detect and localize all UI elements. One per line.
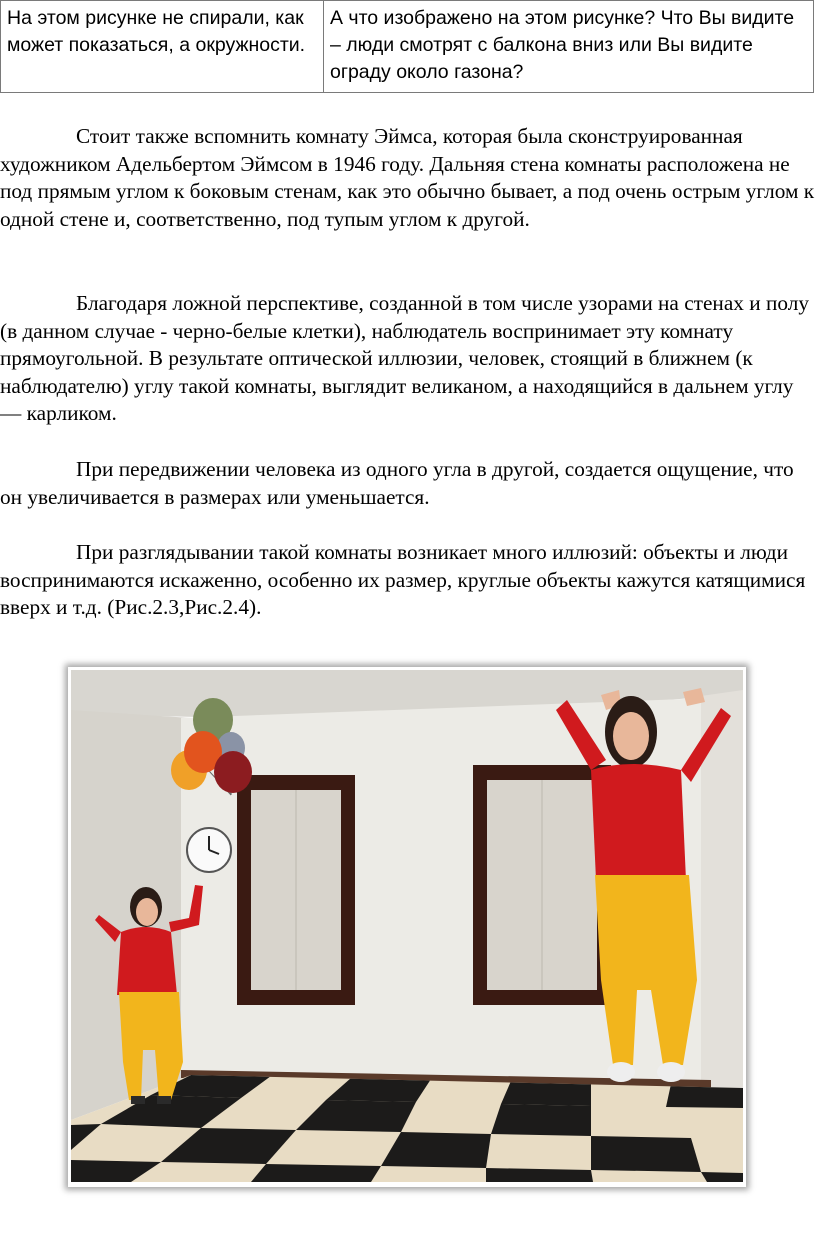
window-right (473, 765, 611, 1005)
paragraph-text: Благодаря ложной перспективе, созданной в том числе узорами на стенах и полу (в данном случае - черно-белые клетки), наблюдатель воспринимает эту комнату прямоугольной. В результате оптической иллюзии, человек, стоящий в ближнем (к наблюдателю) углу такой комнаты, выглядит великаном, а находящийся в дальнем углу — карликом. (0, 291, 810, 425)
paragraph-movement (0, 456, 816, 511)
paragraph-text: Стоит также вспомнить комнату Эймса, которая была сконструированная художником Адельбертом Эймсом в 1946 году. Дальняя стена комнаты расположена не под прямым углом к боковым стенам, как это обычно бывает, а под очень острым углом к одной стене и, соответственно, под тупым углом к другой. (0, 124, 815, 231)
ames-room-photo (68, 667, 746, 1187)
table-cell-balcony: А что изображено на этом рисунке? Что Вы видите – люди смотрят с балкона вниз или Вы видите ограду около газона? (324, 1, 814, 93)
paragraph-illusions (0, 539, 816, 622)
table-cell-spirals: На этом рисунке не спирали, как может показаться, а окружности. (1, 1, 324, 93)
wall-clock-icon (187, 828, 231, 872)
window-left (237, 775, 355, 1005)
paragraph-text: При разглядывании такой комнаты возникает много иллюзий: объекты и люди воспринимаются искаженно, особенно их размер, круглые объекты кажутся катящимися вверх и т.д. (Рис.2.3,Рис.2.4). (0, 540, 806, 619)
ames-room-illustration (71, 670, 743, 1182)
paragraph-ames-room (0, 123, 816, 233)
paragraph-text: При передвижении человека из одного угла в другой, создается ощущение, что он увеличивается в размерах или уменьшается. (0, 457, 794, 509)
header-table (0, 0, 814, 93)
paragraph-false-perspective (0, 290, 816, 428)
